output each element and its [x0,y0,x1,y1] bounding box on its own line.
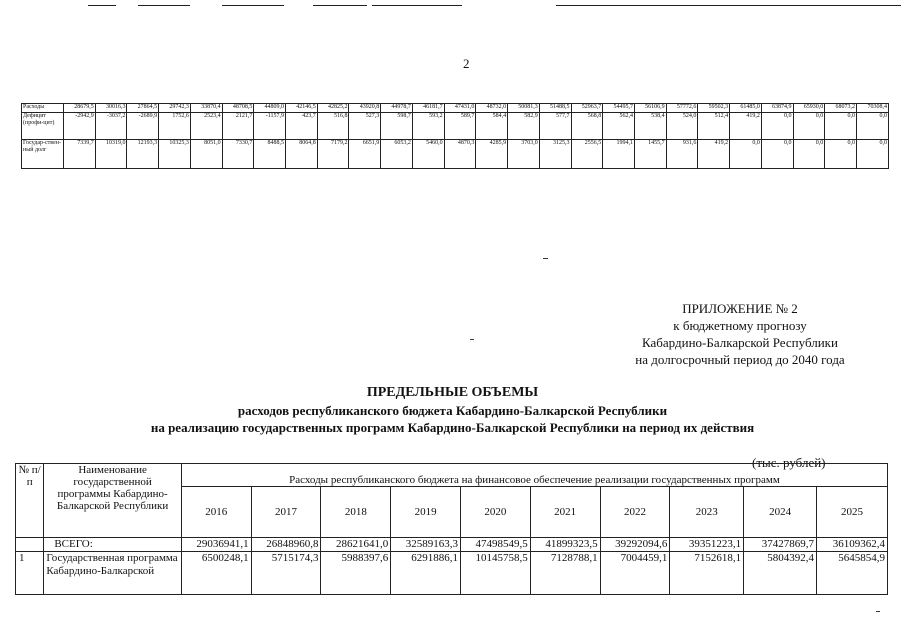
table-row [22,113,889,140]
total-value: 36109362,4 [816,538,887,552]
header-year: 2019 [391,487,461,538]
table-cell: 12193,3 [127,140,159,169]
table-cell: 598,7 [381,113,413,140]
total-value: 39351223,1 [670,538,744,552]
table-cell: 6053,2 [381,140,413,169]
table-cell: 0,0 [856,140,888,169]
program-value: 5645854,9 [816,552,887,595]
total-value: 28621641,0 [321,538,391,552]
table-cell: 931,6 [666,140,698,169]
table-cell: 568,8 [571,113,603,140]
document-title [0,384,905,436]
table-cell: 593,2 [412,113,444,140]
table-cell: 44809,0 [254,104,286,113]
table-cell: 27864,5 [127,104,159,113]
table-row [16,552,888,595]
title-sub: на реализацию государственных программ Кабардино-Балкарской Республики на период их действия [150,420,755,435]
table-cell: 33870,4 [190,104,222,113]
table-cell: 8064,8 [286,140,318,169]
table-cell: 5460,0 [412,140,444,169]
table-cell: 10325,3 [159,140,191,169]
table-cell: 48708,5 [222,104,254,113]
program-value: 6500248,1 [181,552,251,595]
table-cell: 0,0 [825,113,857,140]
table-cell: 3703,0 [508,140,540,169]
table-cell: 3125,3 [539,140,571,169]
table-cell: 68073,2 [825,104,857,113]
table-cell: 0,0 [825,140,857,169]
table-cell: 419,2 [730,113,762,140]
total-value: 41899323,5 [530,538,600,552]
appendix-line: на долгосрочный период до 2040 года [635,352,845,367]
row-label: Государ-ствен-ный долг [22,140,64,169]
header-year: 2024 [744,487,817,538]
appendix-line: к бюджетному прогнозу [673,318,807,333]
top-rule [138,5,190,6]
table-cell: 7339,7 [64,140,96,169]
table-row [22,104,889,113]
table-cell: 7330,7 [222,140,254,169]
table-cell: -2689,9 [127,113,159,140]
table-cell: 527,3 [349,113,381,140]
table-cell: 30016,3 [95,104,127,113]
table-cell: 4870,3 [444,140,476,169]
program-name: Государственная программа Кабардино-Балкарской [44,552,182,595]
table-cell: 512,4 [698,113,730,140]
page-number: 2 [463,56,470,71]
header-year: 2020 [461,487,531,538]
table-cell: 0,0 [761,140,793,169]
title-sub: расходов республиканского бюджета Кабардино-Балкарской Республики [237,403,668,418]
table-cell: 2556,5 [571,140,603,169]
table-cell: 562,4 [603,113,635,140]
table-cell: 423,7 [286,113,318,140]
table-cell: 52963,7 [571,104,603,113]
table-cell: 42825,2 [317,104,349,113]
table-cell: 50081,3 [508,104,540,113]
table-cell: 524,0 [666,113,698,140]
table-cell: 48732,0 [476,104,508,113]
table-cell: 0,0 [761,113,793,140]
appendix-heading [570,300,905,368]
table-cell: 0,0 [793,140,825,169]
total-value: 29036941,1 [181,538,251,552]
table-cell: 1455,7 [634,140,666,169]
header-year: 2016 [181,487,251,538]
table-cell: 2523,4 [190,113,222,140]
total-label: ВСЕГО: [44,538,182,552]
program-number: 1 [16,552,44,595]
table-cell: 577,7 [539,113,571,140]
table-cell: 8051,0 [190,140,222,169]
program-value: 7128788,1 [530,552,600,595]
forecast-table [21,103,889,169]
table-cell: 584,4 [476,113,508,140]
header-year: 2025 [816,487,887,538]
table-cell: 63874,9 [761,104,793,113]
scan-mark [543,258,548,259]
appendix-title: ПРИЛОЖЕНИЕ № 2 [682,301,798,316]
top-rule [372,5,462,6]
top-rule [88,5,116,6]
table-cell: 28679,5 [64,104,96,113]
table-cell: 29742,3 [159,104,191,113]
header-year: 2022 [600,487,670,538]
header-year: 2021 [530,487,600,538]
title-main: ПРЕДЕЛЬНЫЕ ОБЪЕМЫ [366,385,539,400]
table-cell: 516,8 [317,113,349,140]
header-program-name: Наименование государственной программы Кабардино-Балкарской Республики [44,464,182,538]
header-expenses-group: Расходы республиканского бюджета на финансовое обеспечение реализации государственных программ [181,464,887,487]
appendix-line: Кабардино-Балкарской Республики [642,335,838,350]
table-cell: 54495,7 [603,104,635,113]
program-value: 5988397,6 [321,552,391,595]
program-value: 10145758,5 [461,552,531,595]
program-value: 6291886,1 [391,552,461,595]
total-number-cell [16,538,44,552]
program-value: 7152618,1 [670,552,744,595]
table-cell: 0,0 [856,113,888,140]
total-value: 32589163,3 [391,538,461,552]
table-cell: 419,2 [698,140,730,169]
program-value: 7004459,1 [600,552,670,595]
table-cell: -2942,9 [64,113,96,140]
table-cell: 7179,2 [317,140,349,169]
top-rule [222,5,284,6]
table-row [22,140,889,169]
total-value: 47498549,5 [461,538,531,552]
row-label: Расходы [22,104,64,113]
table-cell: 56106,9 [634,104,666,113]
header-year: 2023 [670,487,744,538]
header-year: 2018 [321,487,391,538]
table-cell: 47431,0 [444,104,476,113]
row-label: Дефицит (профи-цит) [22,113,64,140]
total-row [16,538,888,552]
table-cell: 57772,6 [666,104,698,113]
table-cell: 589,7 [444,113,476,140]
total-value: 26848960,8 [251,538,321,552]
table-cell: 1994,1 [603,140,635,169]
scan-mark [470,339,474,340]
table-cell: 0,0 [793,113,825,140]
table-cell: 0,0 [730,140,762,169]
table-cell: 6651,9 [349,140,381,169]
total-value: 39292094,6 [600,538,670,552]
header-year: 2017 [251,487,321,538]
table-cell: 10319,0 [95,140,127,169]
table-cell: 8488,5 [254,140,286,169]
table-cell: -3037,2 [95,113,127,140]
table-cell: -1157,9 [254,113,286,140]
table-cell: 44978,7 [381,104,413,113]
program-value: 5715174,3 [251,552,321,595]
table-cell: 43920,8 [349,104,381,113]
table-cell: 4285,9 [476,140,508,169]
table-cell: 46181,7 [412,104,444,113]
top-rule [556,5,901,6]
top-rule [313,5,367,6]
table-cell: 65930,0 [793,104,825,113]
table-cell: 42146,5 [286,104,318,113]
table-cell: 61485,0 [730,104,762,113]
table-cell: 51488,5 [539,104,571,113]
table-cell: 59502,3 [698,104,730,113]
table-cell: 538,4 [634,113,666,140]
units-label: (тыс. рублей) [752,455,826,470]
table-cell: 1752,6 [159,113,191,140]
table-cell: 2121,7 [222,113,254,140]
table-cell: 582,9 [508,113,540,140]
programs-table [15,463,888,595]
program-value: 5804392,4 [744,552,817,595]
table-cell: 70308,4 [856,104,888,113]
scan-mark [876,611,880,612]
header-number: № п/п [16,464,44,538]
total-value: 37427869,7 [744,538,817,552]
